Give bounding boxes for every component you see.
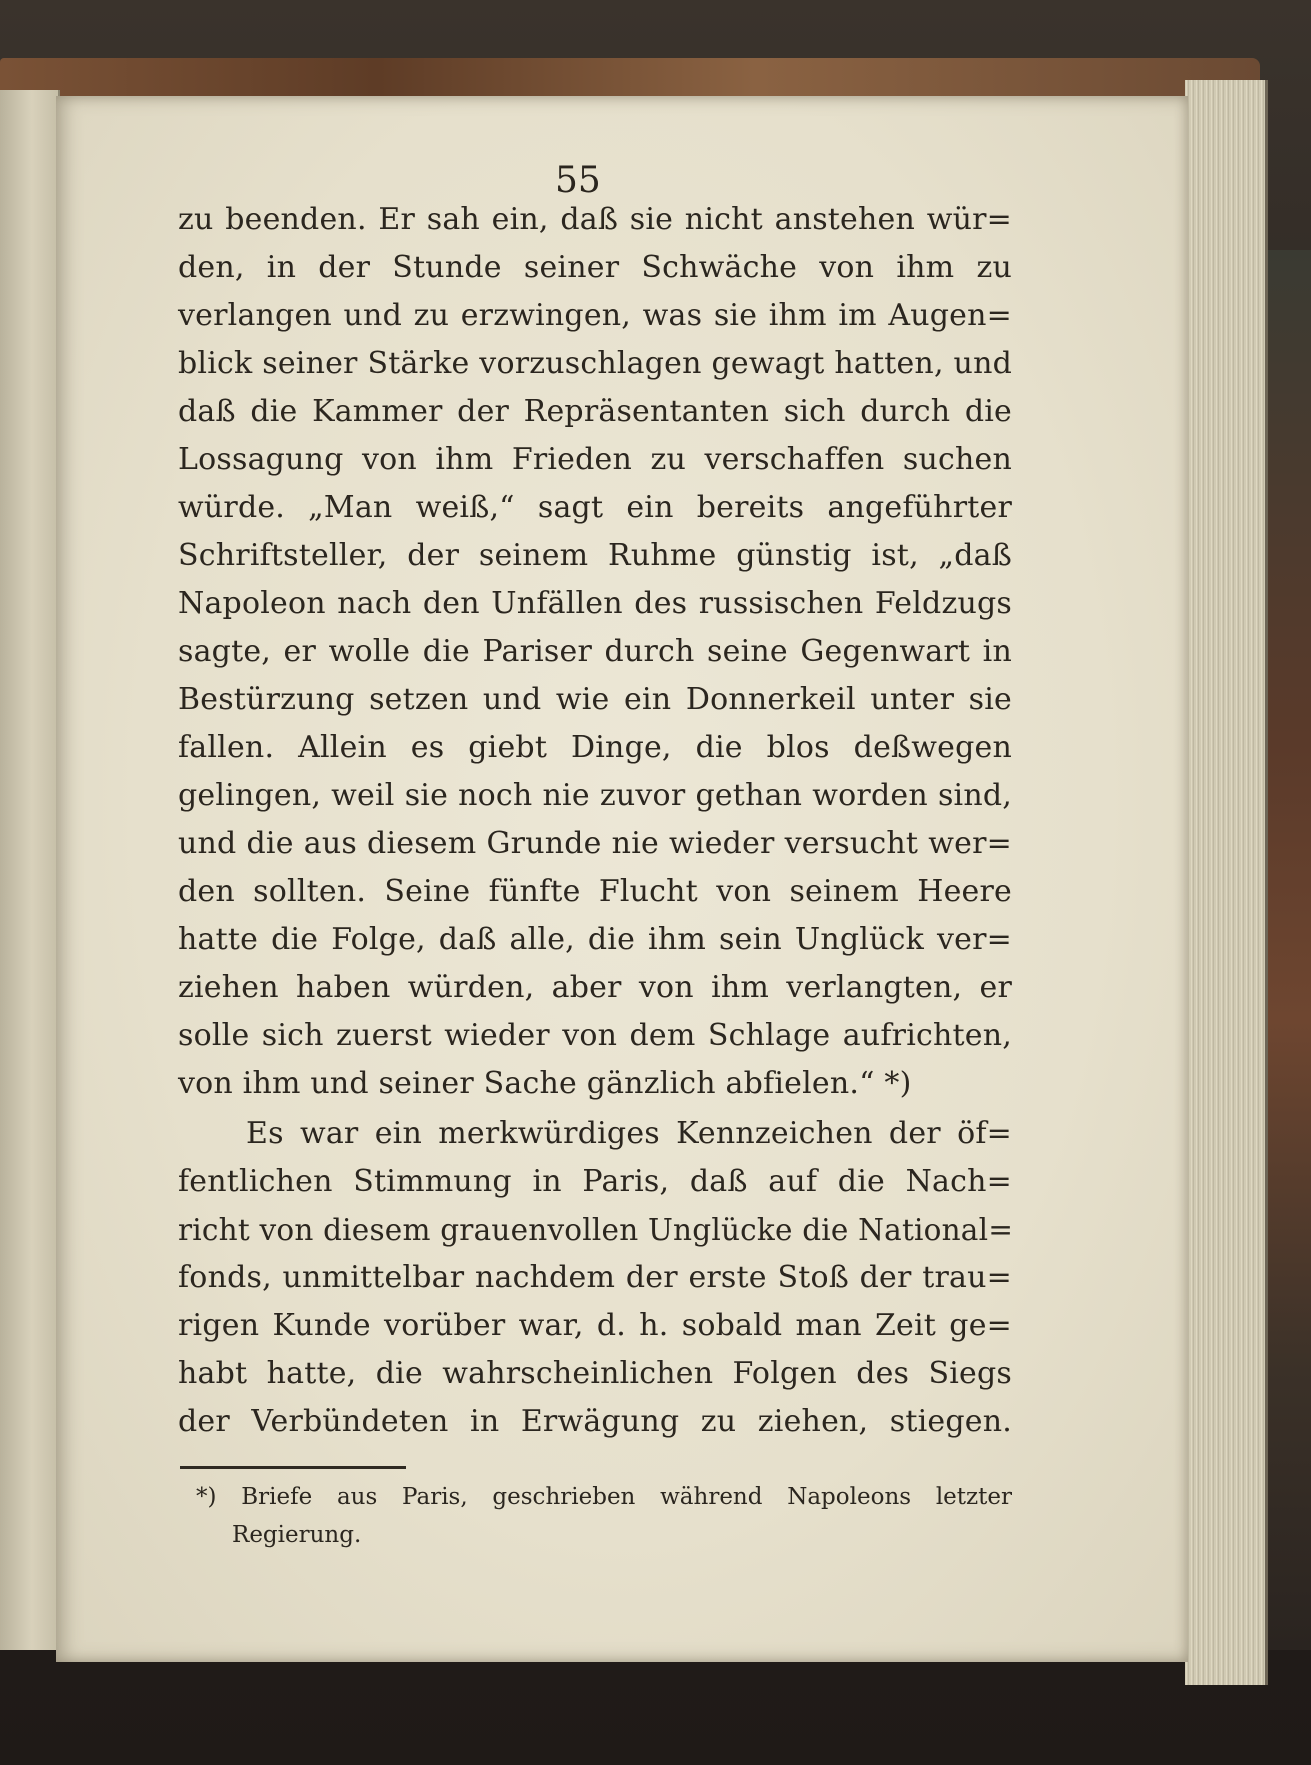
text-line: Schriftsteller, der seinem Ruhme günstig ist, „daß: [178, 538, 1012, 573]
text-line: sagte, er wolle die Pariser durch seine Gegenwart in: [178, 634, 1012, 669]
previous-page-edge: [0, 90, 60, 1650]
text-line: den, in der Stunde seiner Schwäche von ihm zu: [178, 250, 1012, 285]
text-line: richt von diesem grauenvollen Unglücke die National=: [178, 1213, 1014, 1247]
text-line: und die aus diesem Grunde nie wieder versucht wer=: [178, 826, 1012, 861]
text-line: fonds, unmittelbar nachdem der erste Stoß der trau=: [178, 1260, 1012, 1295]
text-line: Napoleon nach den Unfällen des russischen Feldzugs: [178, 586, 1012, 621]
text-line: von ihm und seiner Sache gänzlich abfielen.“ *): [178, 1066, 912, 1101]
text-line: ziehen haben würden, aber von ihm verlangten, er: [178, 970, 1012, 1005]
footnote-line: Regierung.: [232, 1522, 362, 1548]
text-line: Lossagung von ihm Frieden zu verschaffen suchen: [178, 442, 1012, 477]
text-line: rigen Kunde vorüber war, d. h. sobald man Zeit ge=: [178, 1308, 1012, 1343]
text-line: daß die Kammer der Repräsentanten sich durch die: [178, 394, 1012, 429]
footnote-separator: [180, 1466, 406, 1469]
page-number: 55: [555, 160, 601, 201]
book-cover-top: [0, 58, 1260, 98]
text-line: hatte die Folge, daß alle, die ihm sein Unglück ver=: [178, 922, 1012, 957]
footnote-line: *) Briefe aus Paris, geschrieben während Napoleons letzter: [196, 1484, 1012, 1510]
paragraph-first-line: Es war ein merkwürdiges Kennzeichen der öf=: [246, 1116, 1012, 1151]
text-line: solle sich zuerst wieder von dem Schlage aufrichten,: [178, 1018, 1012, 1053]
text-line: zu beenden. Er sah ein, daß sie nicht anstehen wür=: [178, 202, 1012, 237]
page-stack-edge: [1185, 80, 1268, 1685]
text-line: gelingen, weil sie noch nie zuvor gethan worden sind,: [178, 778, 1012, 813]
text-line: Bestürzung setzen und wie ein Donnerkeil unter sie: [178, 682, 1012, 717]
text-line: fentlichen Stimmung in Paris, daß auf die Nach=: [178, 1164, 1012, 1199]
text-line: würde. „Man weiß,“ sagt ein bereits angeführter: [178, 490, 1012, 525]
text-line: der Verbündeten in Erwägung zu ziehen, stiegen.: [178, 1404, 1012, 1439]
text-line: den sollten. Seine fünfte Flucht von seinem Heere: [178, 874, 1012, 909]
text-line: habt hatte, die wahrscheinlichen Folgen des Siegs: [178, 1356, 1012, 1391]
text-line: fallen. Allein es giebt Dinge, die blos deßwegen: [178, 730, 1012, 765]
text-line: verlangen und zu erzwingen, was sie ihm im Augen=: [178, 298, 1012, 333]
text-line: blick seiner Stärke vorzuschlagen gewagt hatten, und: [178, 346, 1012, 381]
